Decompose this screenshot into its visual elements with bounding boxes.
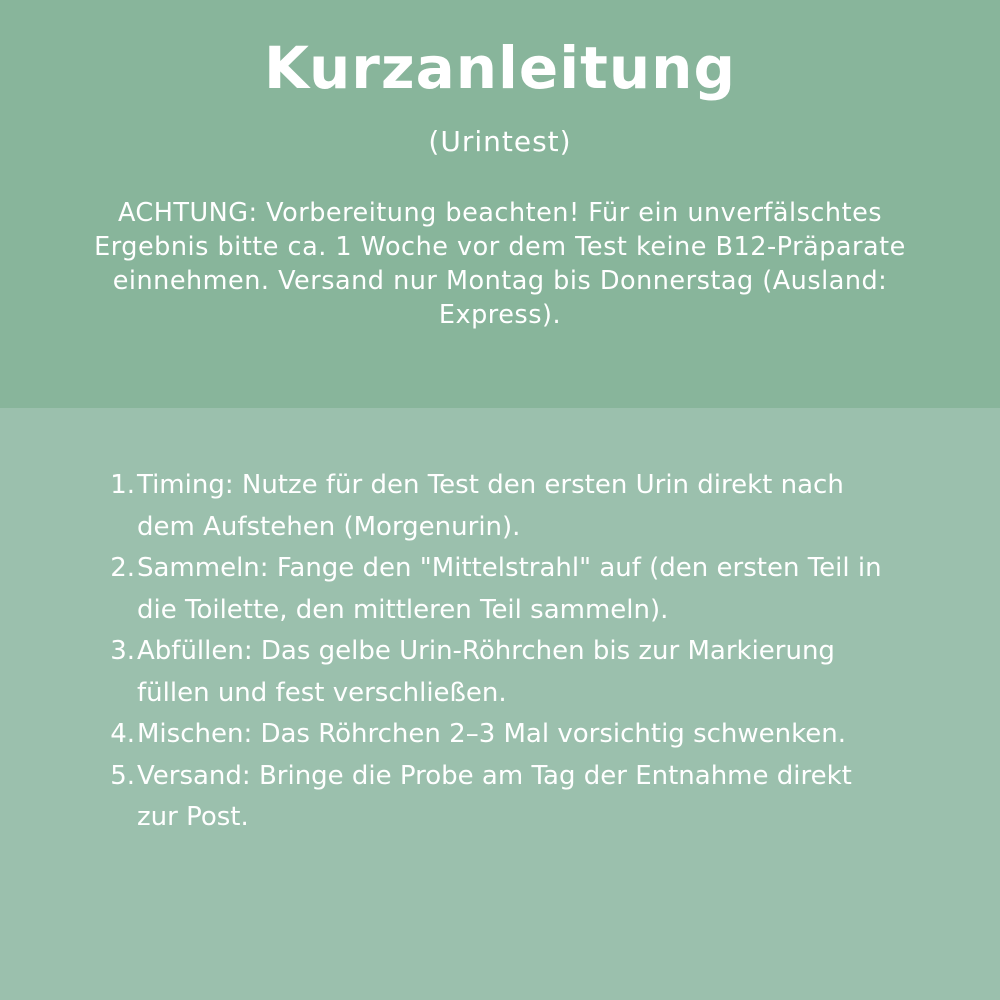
step-number: 2. <box>110 553 135 583</box>
step-text: Sammeln: Fange den "Mittelstrahl" auf (den ersten Teil in die Toilette, den mittleren Teil sammeln). <box>137 553 882 625</box>
step-number: 5. <box>110 760 135 791</box>
steps-list <box>100 465 900 839</box>
list-item <box>100 756 900 839</box>
page-title: Kurzanleitung <box>264 34 736 102</box>
list-item <box>100 465 900 548</box>
step-number: 3. <box>110 636 135 666</box>
warning-text: ACHTUNG: Vorbereitung beachten! Für ein unverfälschtes Ergebnis bitte ca. 1 Woche vor dem Test keine B12-Präparate einnehmen. Versand nur Montag bis Donnerstag (Ausland: Express). <box>94 198 906 330</box>
step-text: Abfüllen: Das gelbe Urin-Röhrchen bis zur Markierung füllen und fest verschließen. <box>137 636 835 708</box>
step-number: 4. <box>110 719 135 749</box>
page-subtitle: (Urintest) <box>428 125 572 158</box>
step-text: Timing: Nutze für den Test den ersten Urin direkt nach dem Aufstehen (Morgenurin). <box>137 470 844 542</box>
step-text: Mischen: Das Röhrchen 2–3 Mal vorsichtig schwenken. <box>137 719 846 749</box>
step-text: Versand: Bringe die Probe am Tag der Entnahme direkt zur Post. <box>137 760 852 832</box>
list-item <box>100 631 900 714</box>
header-panel <box>0 0 1000 408</box>
step-number: 1. <box>110 470 135 500</box>
list-item <box>100 548 900 631</box>
list-item <box>100 714 900 756</box>
